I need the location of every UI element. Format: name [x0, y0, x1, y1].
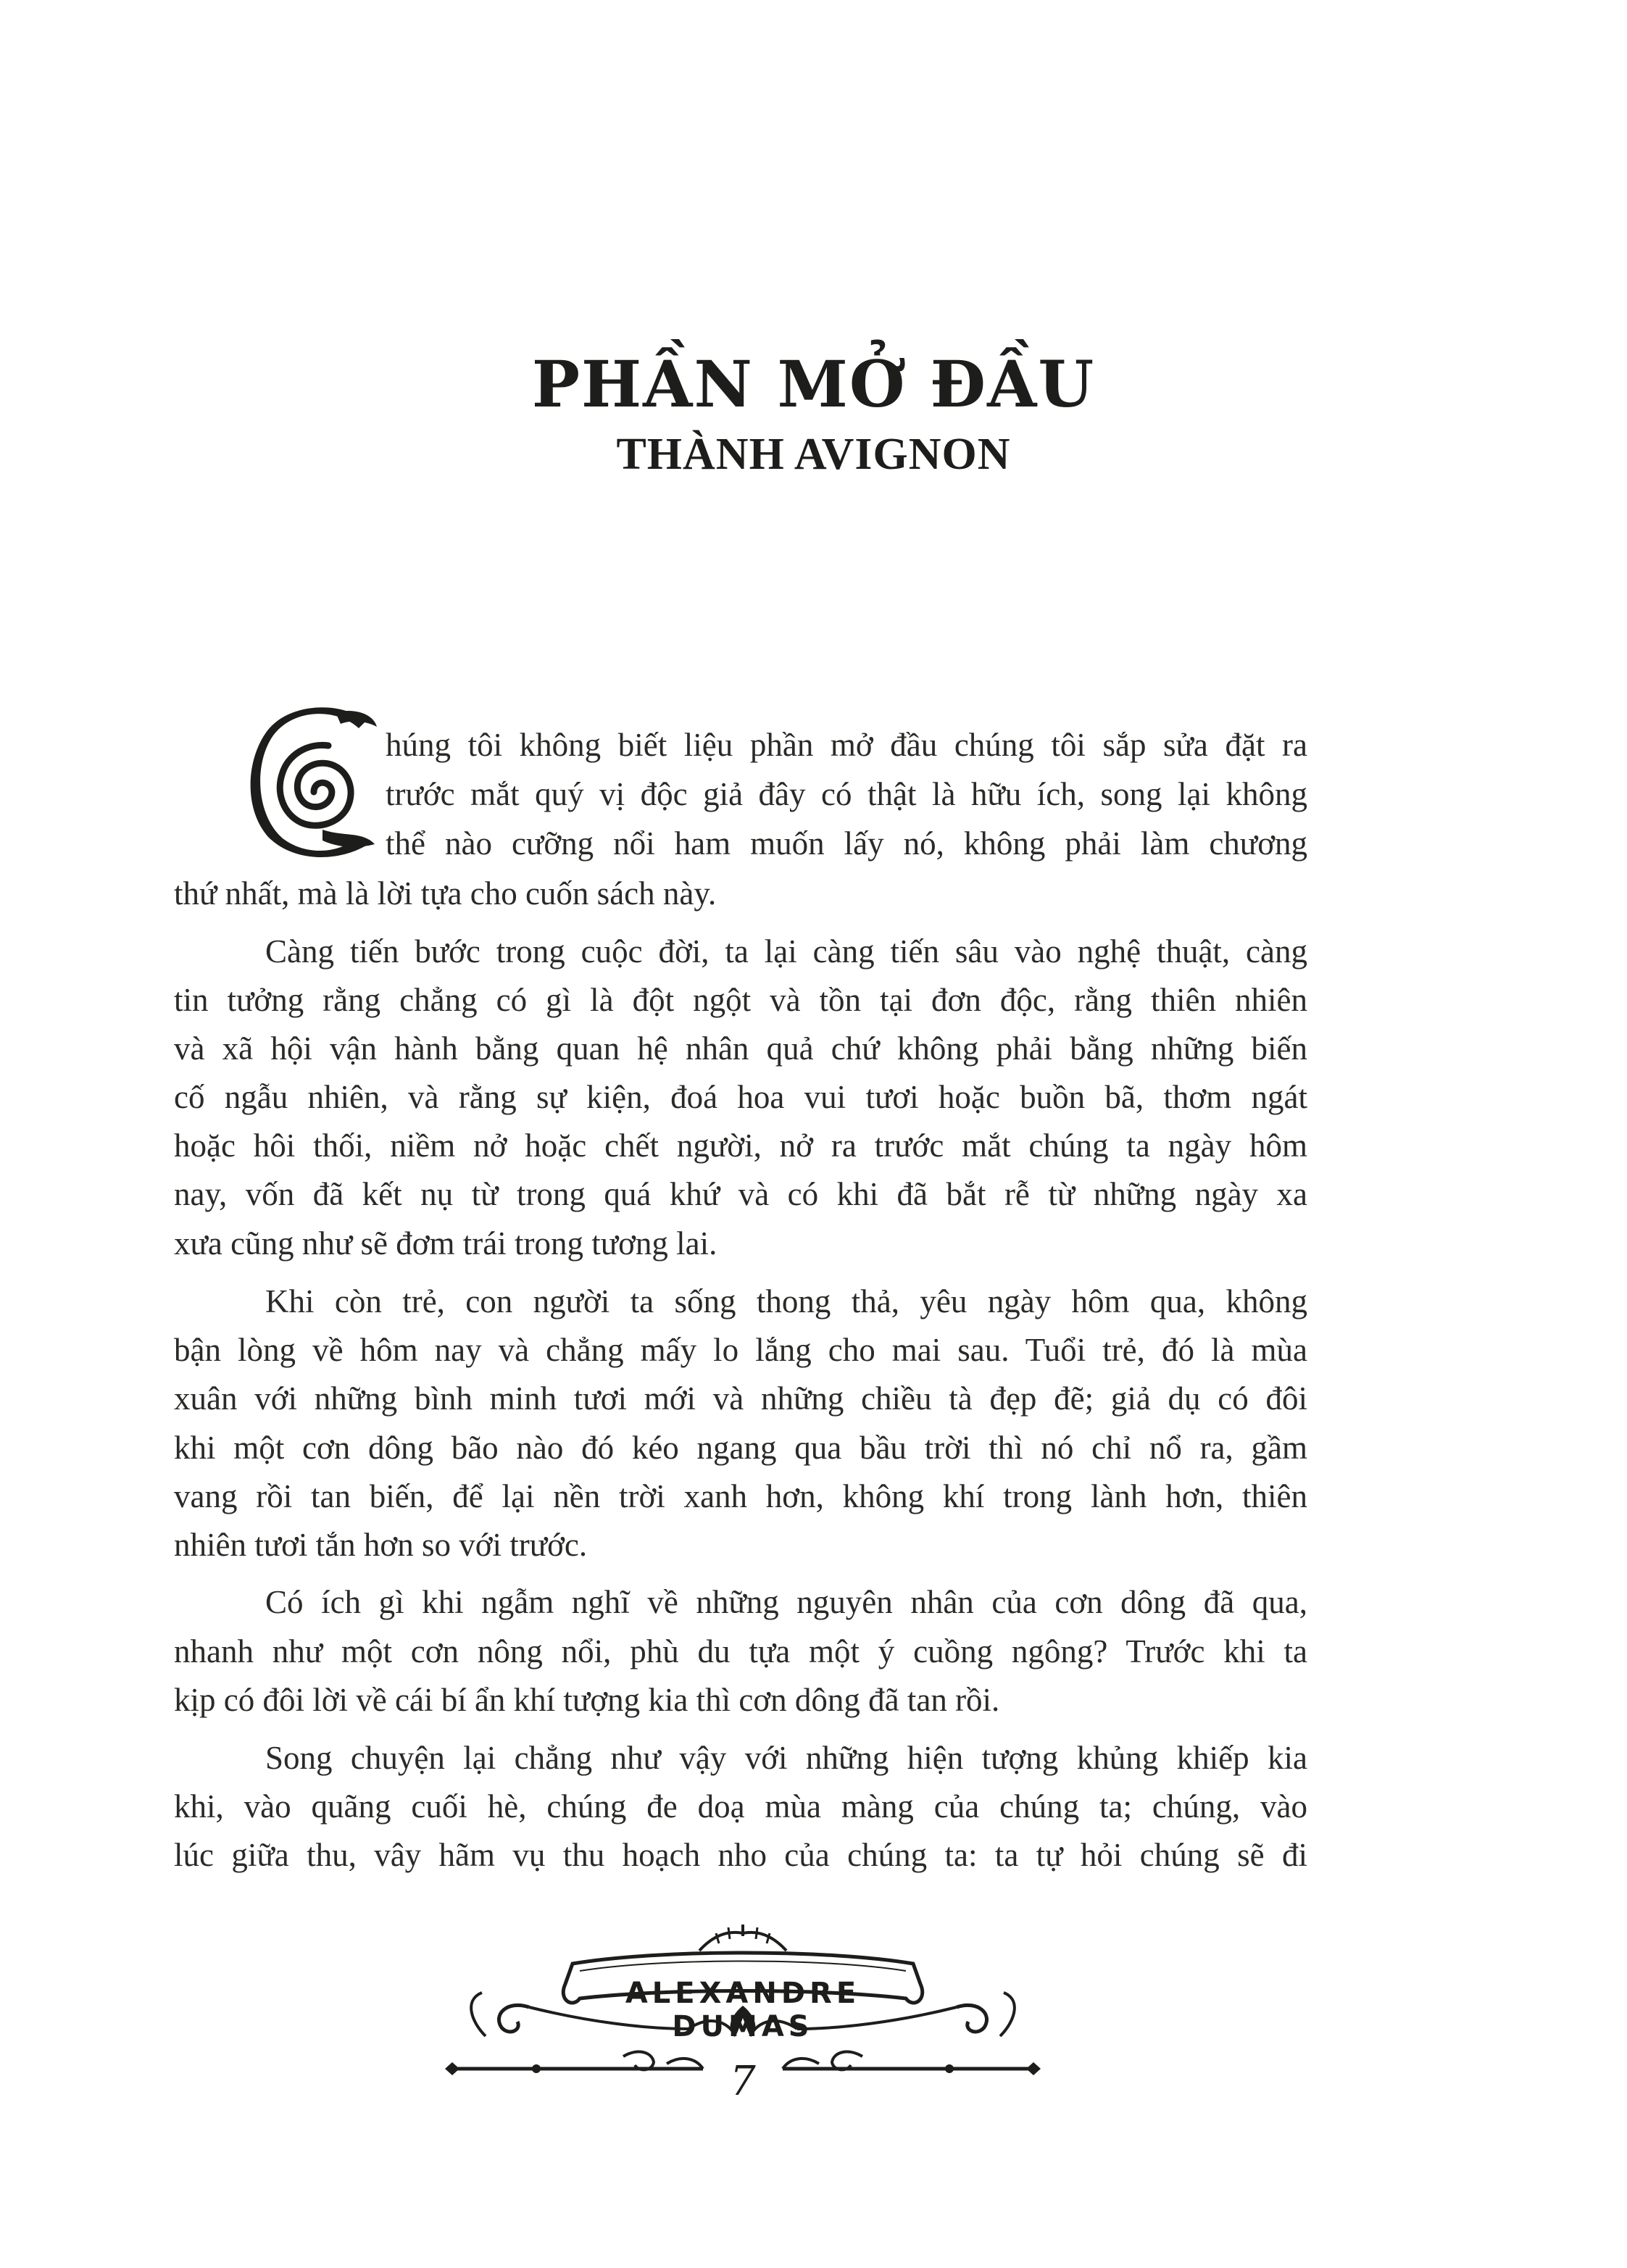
- body-line: nhanh như một cơn nông nổi, phù du tựa một ý cuồng ngông? Trước khi ta: [174, 1633, 1307, 1669]
- body-line: cố ngẫu nhiên, và rằng sự kiện, đoá hoa vui tươi hoặc buồn bã, thơm ngát: [174, 1079, 1307, 1115]
- body-line: Khi còn trẻ, con người ta sống thong thả, yêu ngày hôm qua, không: [265, 1283, 1307, 1319]
- body-line: kịp có đôi lời về cái bí ẩn khí tượng kia thì cơn dông đã tan rồi.: [174, 1682, 1000, 1718]
- body-line: nay, vốn đã kết nụ từ trong quá khứ và có khi đã bắt rễ từ những ngày xa: [174, 1176, 1307, 1212]
- body-line: vang rồi tan biến, để lại nền trời xanh hơn, không khí trong lành hơn, thiên: [174, 1478, 1307, 1514]
- body-line: khi, vào quãng cuối hè, chúng đe doạ mùa màng của chúng ta; chúng, vào: [174, 1788, 1307, 1825]
- body-line: xưa cũng như sẽ đơm trái trong tương lai.: [174, 1225, 717, 1262]
- body-line: xuân với những bình minh tươi mới và những chiều tà đẹp đẽ; giả dụ có đôi: [174, 1380, 1307, 1417]
- body-line: húng tôi không biết liệu phần mở đầu chúng tôi sắp sửa đặt ra: [386, 727, 1307, 763]
- author-name: ALEXANDRE DUMAS: [625, 1977, 861, 2043]
- body-line: tin tưởng rằng chẳng có gì là đột ngột và tồn tại đơn độc, rằng thiên nhiên: [174, 982, 1307, 1018]
- body-line: Có ích gì khi ngẫm nghĩ về những nguyên nhân của cơn dông đã qua,: [265, 1584, 1307, 1620]
- body-line: trước mắt quý vị độc giả đây có thật là hữu ích, song lại không: [386, 776, 1307, 812]
- body-line: hoặc hôi thối, niềm nở hoặc chết người, nở ra trước mắt chúng ta ngày hôm: [174, 1127, 1307, 1164]
- body-line: nhiên tươi tắn hơn so với trước.: [174, 1527, 588, 1563]
- body-line: thể nào cưỡng nổi ham muốn lấy nó, không phải làm chương: [386, 825, 1307, 862]
- body-line: lúc giữa thu, vây hãm vụ thu hoạch nho của chúng ta: ta tự hỏi chúng sẽ đi: [174, 1837, 1307, 1873]
- body-line: Càng tiến bước trong cuộc đời, ta lại càng tiến sâu vào nghệ thuật, càng: [265, 933, 1307, 970]
- body-line: thứ nhất, mà là lời tựa cho cuốn sách này.: [174, 875, 717, 912]
- body-line: khi một cơn dông bão nào đó kéo ngang qua bầu trời thì nó chỉ nổ ra, gầm: [174, 1430, 1307, 1466]
- page-number: 7: [730, 2058, 756, 2105]
- part-title: PHẦN MỞ ĐẦU: [531, 346, 1096, 422]
- body-line: Song chuyện lại chẳng như vậy với những hiện tượng khủng khiếp kia: [265, 1740, 1307, 1776]
- chapter-title: THÀNH AVIGNON: [616, 430, 1011, 479]
- body-line: và xã hội vận hành bằng quan hệ nhân quả chứ không phải bằng những biến: [174, 1030, 1307, 1067]
- body-line: bận lòng về hôm nay và chẳng mấy lo lắng cho mai sau. Tuổi trẻ, đó là mùa: [174, 1332, 1307, 1368]
